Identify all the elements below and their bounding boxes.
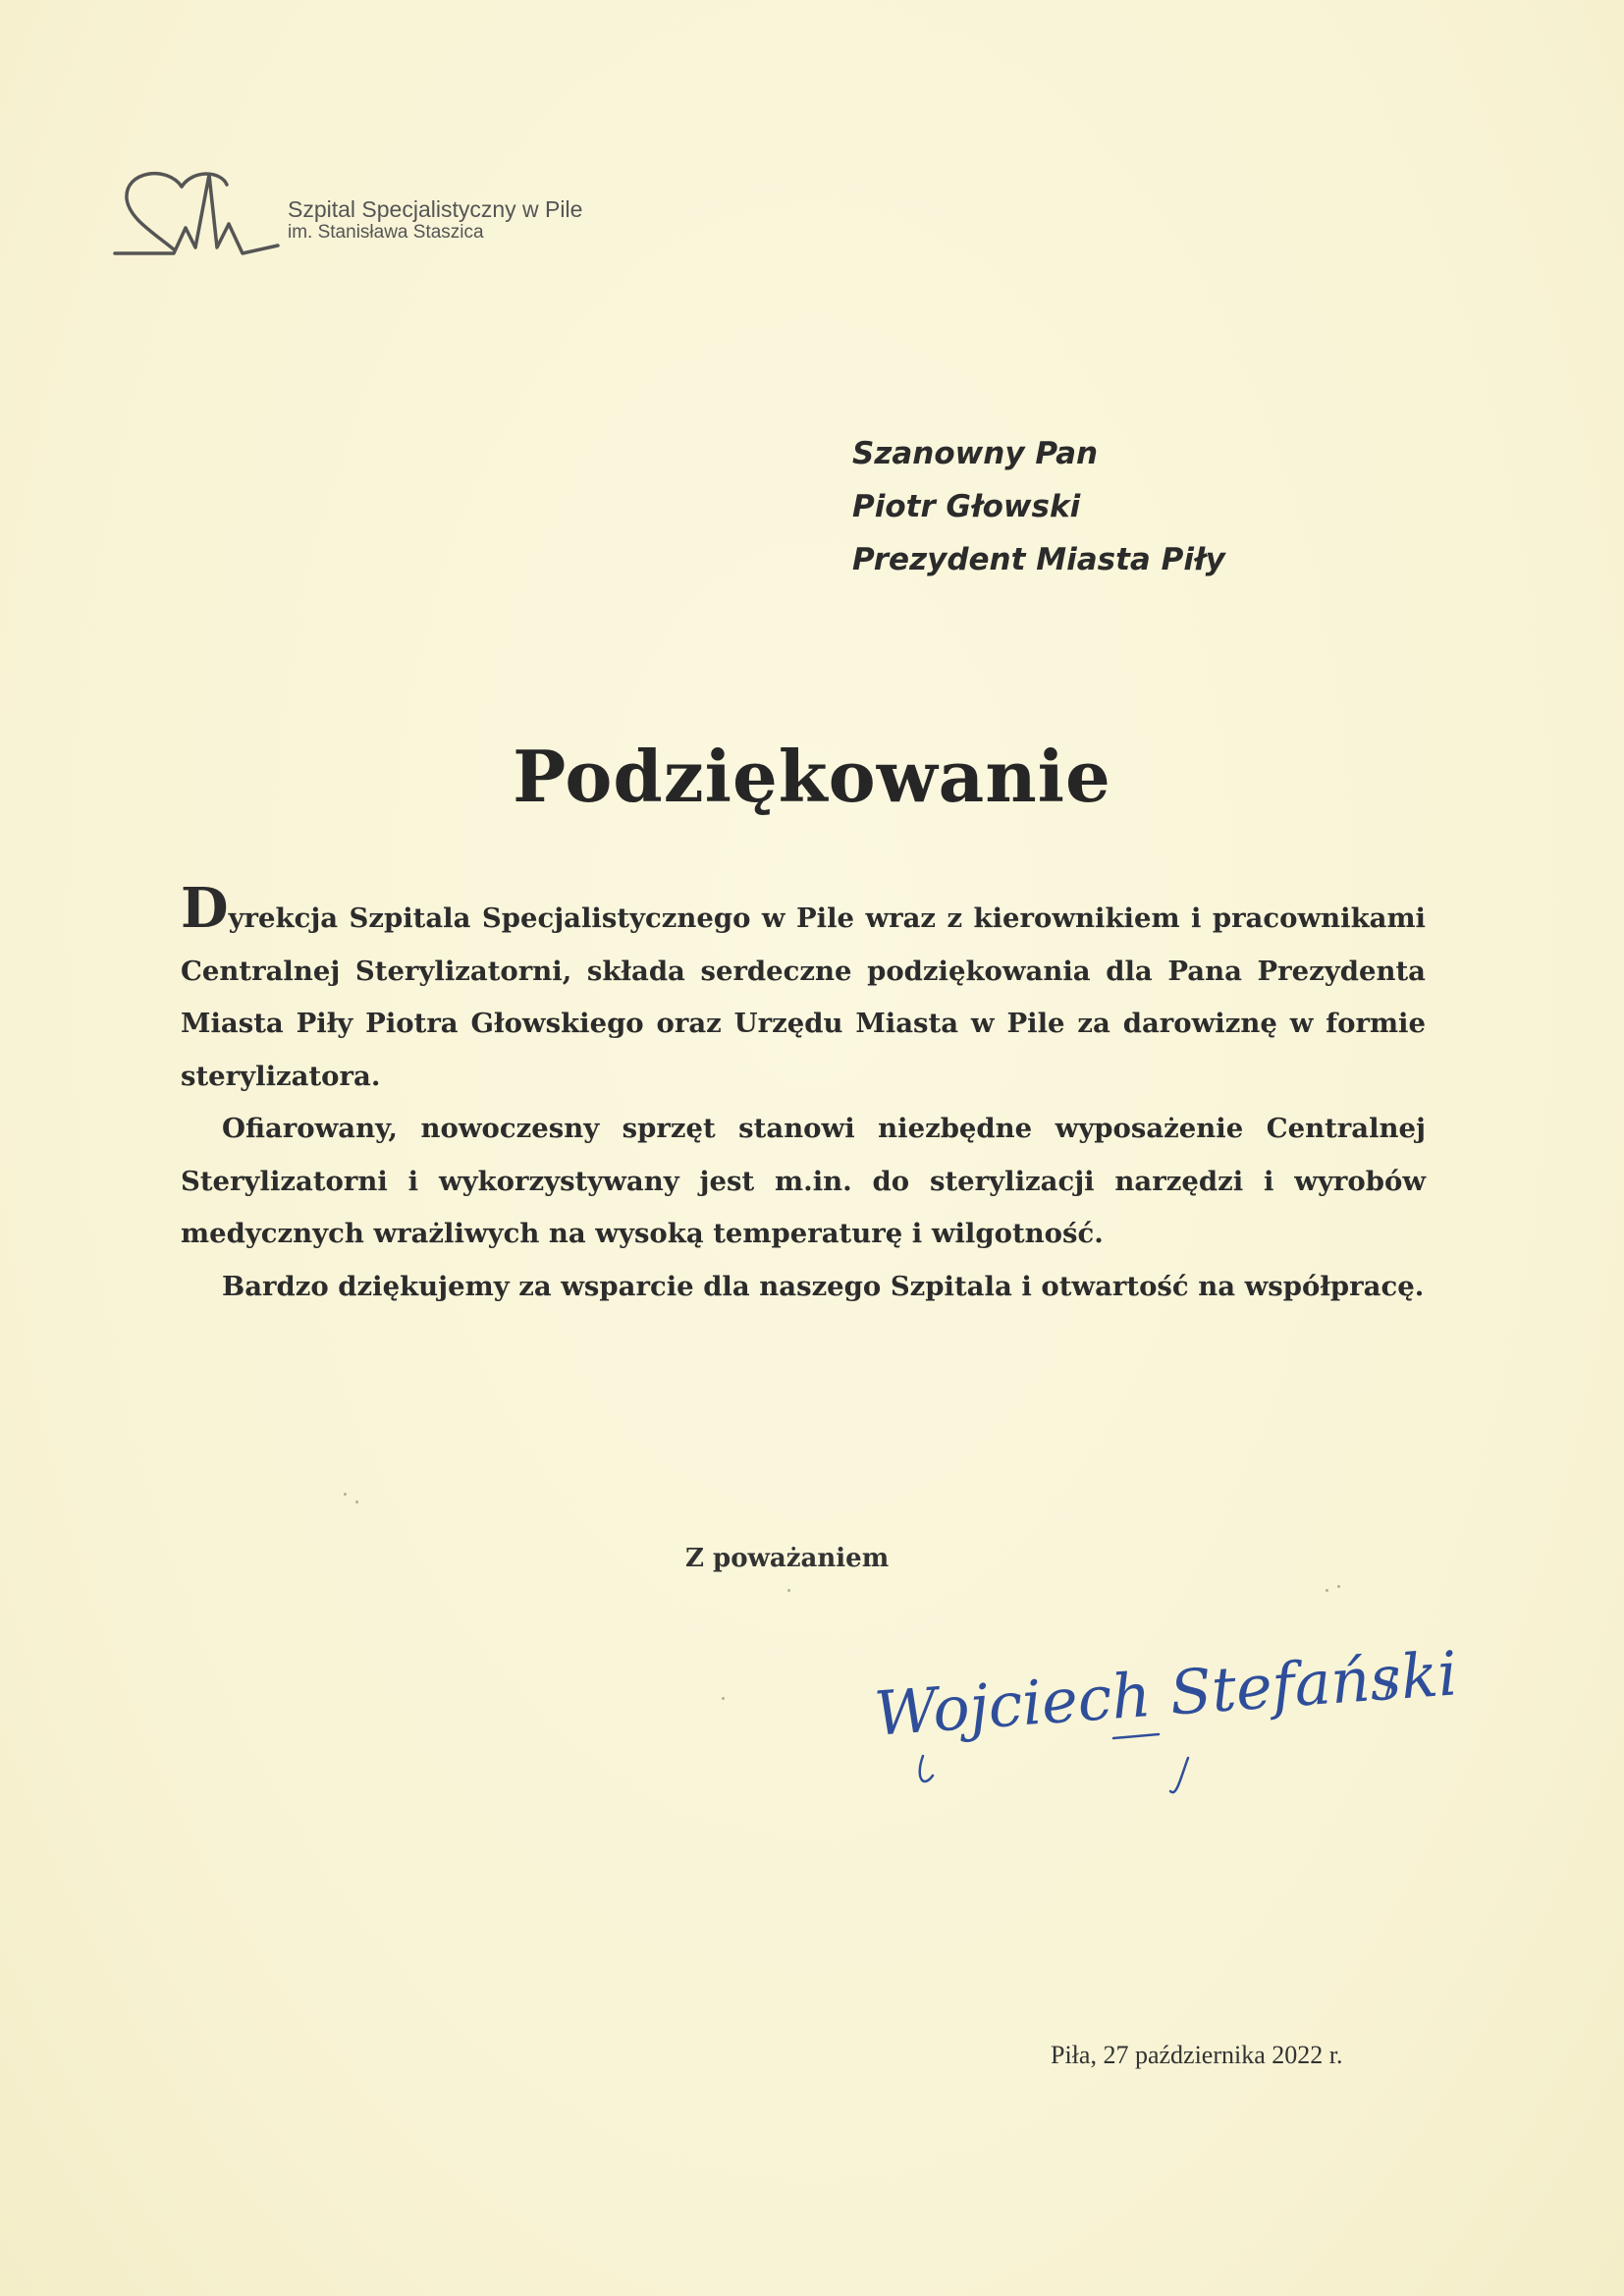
scan-speck <box>344 1493 347 1496</box>
hospital-logo <box>113 167 663 265</box>
body-paragraph-2: Ofiarowany, nowoczesny sprzęt stanowi niezbędne wyposażenie Centralnej Sterylizatorni i wykorzystywany jest m.in. do sterylizacji narzędzi i wyrobów medycznych wrażliwych na wysoką temperaturę i wilgotność. <box>181 1113 1426 1249</box>
scan-speck <box>1326 1589 1328 1592</box>
logo-subname: im. Stanisława Staszica <box>288 222 484 244</box>
body-paragraph-3: Bardzo dziękujemy za wsparcie dla naszego Szpitala i otwartość na współpracę. <box>222 1270 1425 1302</box>
body-paragraph-1-text: yrekcja Szpitala Specjalistycznego w Pile wraz z kierownikiem i pracownikami Centralnej Sterylizatorni, składa serdeczne podziękowania dla Pana Prezydenta Miasta Piły Piotra Głowskiego oraz Urzędu Miasta w Pile za darowiznę w formie sterylizatora. <box>181 902 1426 1092</box>
handwritten-signature <box>864 1611 1460 1807</box>
signature-text: Wojciech Stefański <box>872 1637 1460 1750</box>
body-paragraph-1 <box>181 876 1426 1103</box>
scan-speck <box>355 1501 358 1503</box>
place-and-date: Piła, 27 października 2022 r. <box>1051 2041 1343 2069</box>
letter-body <box>181 876 1426 1313</box>
closing-phrase: Z poważaniem <box>685 1544 890 1573</box>
logo-name: Szpital Specjalistyczny w Pile <box>288 196 583 222</box>
recipient-salutation: Szanowny Pan <box>852 436 1099 471</box>
scan-speck <box>1337 1585 1340 1588</box>
heart-ecg-icon <box>113 167 285 265</box>
drop-cap: D <box>181 876 229 941</box>
recipient-name: Piotr Głowski <box>852 489 1081 524</box>
recipient-block <box>852 427 1225 586</box>
recipient-title: Prezydent Miasta Piły <box>852 542 1225 577</box>
scan-speck <box>722 1697 725 1700</box>
letter-title: Podziękowanie <box>513 735 1111 818</box>
scan-speck <box>787 1589 790 1592</box>
